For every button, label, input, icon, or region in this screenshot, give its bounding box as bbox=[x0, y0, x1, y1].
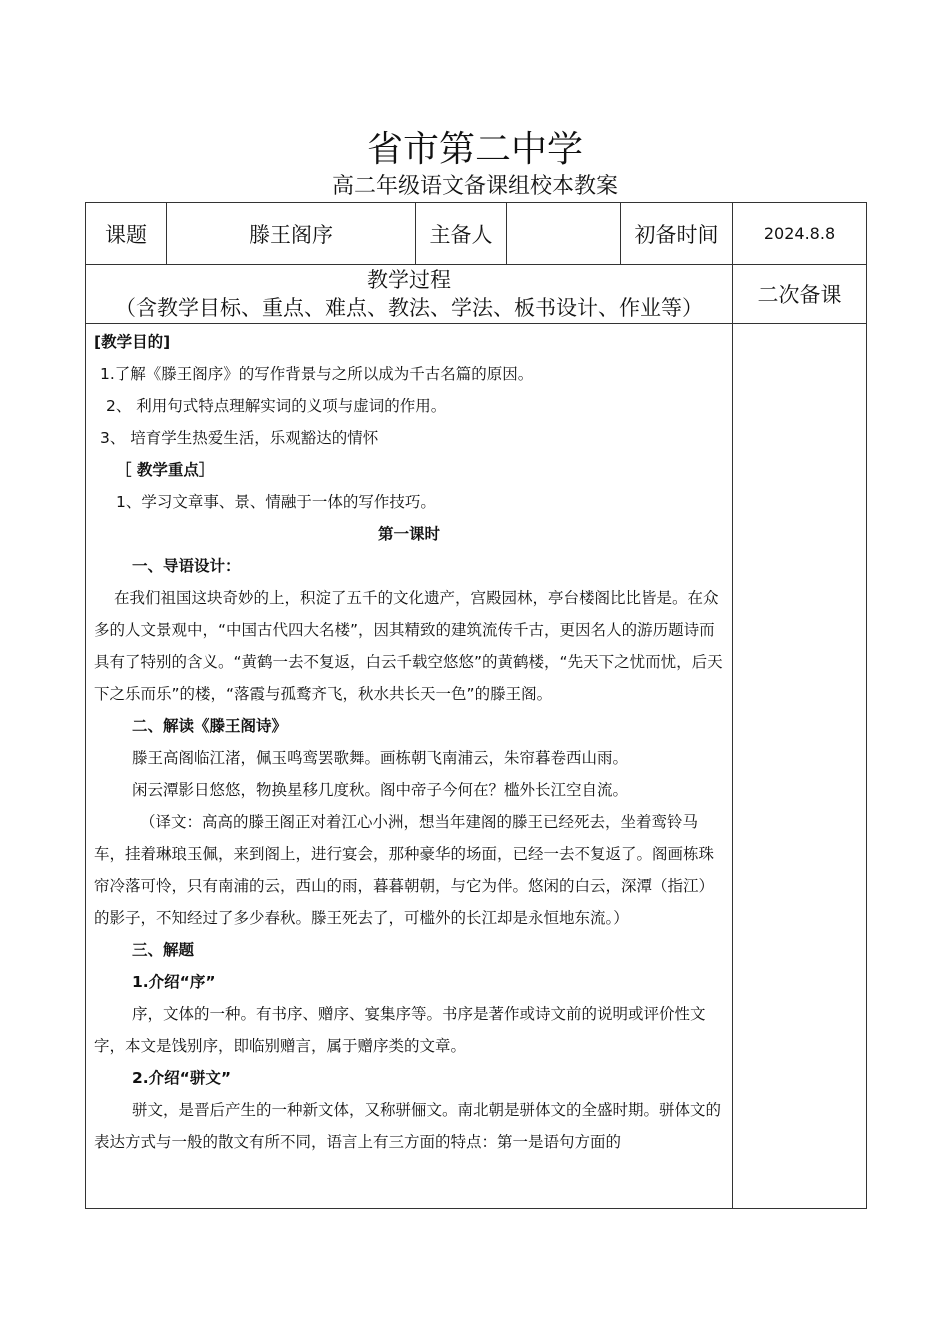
poem-translation: （译文：高高的滕王阁正对着江心小洲，想当年建阁的滕王已经死去，坐着鸾铃马车，挂着琳琅玉佩，来到阁上，进行宴会，那种豪华的场面，已经一去不复返了。阁画栋珠帘冷落可怜，只有南浦的云，西山的雨，暮暮朝朝，与它为伴。悠闲的白云，深潭（指江）的影子，不知经过了多少春秋。滕王死去了，可槛外的长江却是永恒地东流。） bbox=[94, 813, 715, 927]
section-1-paragraph: 在我们祖国这块奇妙的上，积淀了五千的文化遗产，宫殿园林，亭台楼阁比比皆是。在众多的人文景观中，“中国古代四大名楼”，因其精致的建筑流传千古，更因名人的游历题诗而具有了特别的含义。“黄鹤一去不复返，白云千载空悠悠”的黄鹤楼，“先天下之忧而忧，后天下之乐而乐”的楼，“落霞与孤鹜齐飞，秋水共长天一色”的滕王阁。 bbox=[94, 589, 723, 703]
section-2-heading: 二、解读《滕王阁诗》 bbox=[132, 717, 288, 735]
section-1-heading: 一、导语设计： bbox=[132, 557, 241, 575]
second-prep-cell bbox=[733, 324, 867, 1209]
goal-item-2: 2、 利用句式特点理解实词的义项与虚词的作用。 bbox=[106, 397, 447, 415]
date-label: 初备时间 bbox=[621, 203, 733, 265]
poem-line-1: 滕王高阁临江渚，佩玉鸣鸾罢歌舞。画栋朝飞南浦云，朱帘暮卷西山雨。 bbox=[132, 749, 629, 767]
teaching-process-cell bbox=[86, 324, 733, 1209]
teaching-process-content bbox=[86, 324, 732, 1208]
goal-heading: [教学目的] bbox=[94, 333, 171, 351]
content-row bbox=[86, 324, 867, 1209]
poem-line-2: 闲云潭影日悠悠，物换星移几度秋。阁中帝子今何在？槛外长江空自流。 bbox=[132, 781, 629, 799]
second-prep-label: 二次备课 bbox=[733, 265, 867, 324]
topic-label: 课题 bbox=[86, 203, 167, 265]
key-heading: ［ 教学重点］ bbox=[116, 461, 215, 479]
process-title: 教学过程 bbox=[367, 268, 451, 292]
subsection-1-heading: 1.介绍“序” bbox=[132, 973, 216, 991]
process-scope: （含教学目标、重点、难点、教法、学法、板书设计、作业等） bbox=[115, 296, 703, 320]
school-title: 省市第二中学 bbox=[366, 129, 583, 170]
subsection-1-paragraph: 序，文体的一种。有书序、赠序、宴集序等。书序是著作或诗文前的说明或评价性文字，本文是饯别序，即临别赠言，属于赠序类的文章。 bbox=[94, 1005, 706, 1055]
process-header bbox=[86, 265, 733, 324]
lesson-title: 第一课时 bbox=[377, 525, 440, 543]
subsection-2-paragraph: 骈文，是晋后产生的一种新文体，又称骈俪文。南北朝是骈体文的全盛时期。骈体文的表达方式与一般的散文有所不同，语言上有三方面的特点：第一是语句方面的 bbox=[94, 1101, 722, 1151]
topic-value: 滕王阁序 bbox=[167, 203, 416, 265]
section-3-heading: 三、解题 bbox=[132, 941, 195, 959]
key-item-1: 1、学习文章事、景、情融于一体的写作技巧。 bbox=[116, 493, 436, 511]
info-row bbox=[86, 203, 867, 265]
subsection-2-heading: 2.介绍“骈文” bbox=[132, 1069, 232, 1087]
preparer-label: 主备人 bbox=[416, 203, 507, 265]
date-value: 2024.8.8 bbox=[733, 203, 867, 265]
goal-item-1: 1.了解《滕王阁序》的写作背景与之所以成为千古名篇的原因。 bbox=[100, 365, 534, 383]
process-header-row bbox=[86, 265, 867, 324]
lesson-plan-table bbox=[85, 202, 867, 1209]
preparer-value bbox=[507, 203, 621, 265]
document-subtitle: 高二年级语文备课组校本教案 bbox=[331, 174, 618, 199]
goal-item-3: 3、 培育学生热爱生活，乐观豁达的情怀 bbox=[100, 429, 379, 447]
